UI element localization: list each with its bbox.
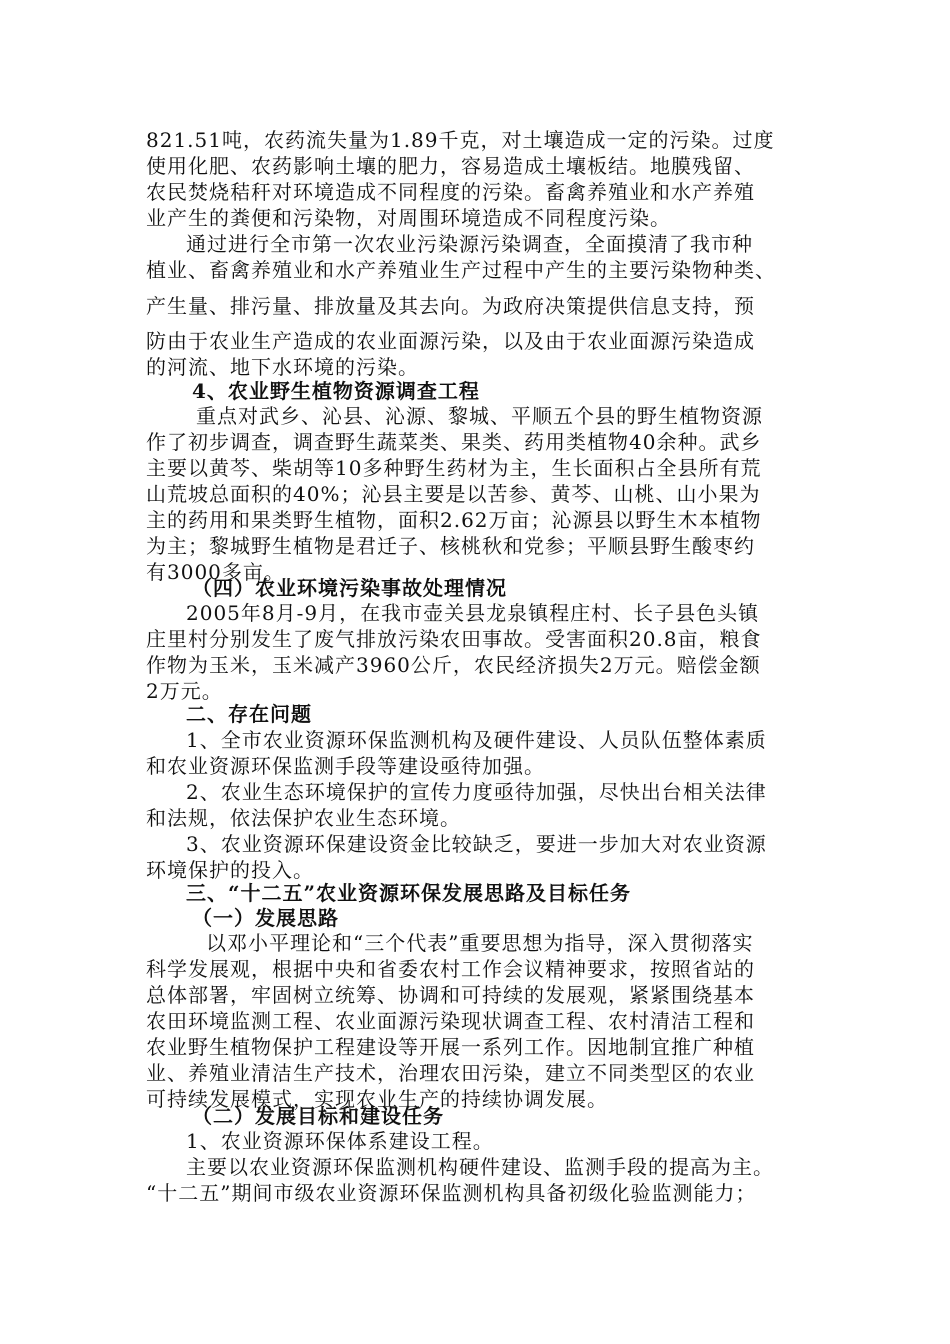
text-line: 产生量、排污量、排放量及其去向。为政府决策提供信息支持，预 (146, 294, 755, 318)
text-line: 农民焚烧秸秆对环境造成不同程度的污染。畜禽养殖业和水产养殖 (146, 180, 755, 204)
section-heading: 三、“十二五”农业资源环保发展思路及目标任务 (186, 881, 632, 905)
text-line: 为主；黎城野生植物是君迁子、核桃秋和党参；平顺县野生酸枣约 (146, 534, 755, 558)
text-line: 2万元。 (146, 679, 223, 703)
text-line: 和农业资源环保监测手段等建设亟待加强。 (146, 754, 545, 778)
text-line: 以邓小平理论和“三个代表”重要思想为指导，深入贯彻落实 (206, 931, 754, 955)
text-line: 主要以黄芩、柴胡等10多种野生药材为主，生长面积占全县所有荒 (146, 456, 762, 480)
section-heading: 二、存在问题 (186, 702, 312, 726)
text-line: 1、农业资源环保体系建设工程。 (186, 1129, 494, 1153)
section-heading: （二）发展目标和建设任务 (192, 1104, 444, 1128)
text-line: 的河流、地下水环境的污染。 (146, 355, 419, 379)
text-line: 农田环境监测工程、农业面源污染现状调查工程、农村清洁工程和 (146, 1009, 755, 1033)
text-line: 2、农业生态环境保护的宣传力度亟待加强，尽快出台相关法律 (186, 780, 767, 804)
text-line: 1、全市农业资源环保监测机构及硬件建设、人员队伍整体素质 (186, 728, 767, 752)
text-line: 总体部署，牢固树立统筹、协调和可持续的发展观，紧紧围绕基本 (146, 983, 755, 1007)
section-heading: （一）发展思路 (192, 906, 339, 930)
text-line: 有3000多亩。 (146, 560, 285, 584)
text-line: 主的药用和果类野生植物，面积2.62万亩；沁源县以野生木本植物 (146, 508, 762, 532)
text-line: 植业、畜禽养殖业和水产养殖业生产过程中产生的主要污染物种类、 (146, 258, 776, 282)
text-line: 业、养殖业清洁生产技术，治理农田污染，建立不同类型区的农业 (146, 1061, 755, 1085)
text-line: 防由于农业生产造成的农业面源污染，以及由于农业面源污染造成 (146, 329, 755, 353)
text-line: “十二五”期间市级农业资源环保监测机构具备初级化验监测能力； (146, 1181, 757, 1205)
text-line: 2005年8月-9月，在我市壶关县龙泉镇程庄村、长子县色头镇 (186, 601, 760, 625)
text-line: 科学发展观，根据中央和省委农村工作会议精神要求，按照省站的 (146, 957, 755, 981)
text-line: 可持续发展模式，实现农业生产的持续协调发展。 (146, 1087, 608, 1111)
text-line: 使用化肥、农药影响土壤的肥力，容易造成土壤板结。地膜残留、 (146, 154, 755, 178)
text-line: 业产生的粪便和污染物，对周围环境造成不同程度污染。 (146, 206, 671, 230)
text-line: 和法规，依法保护农业生态环境。 (146, 806, 461, 830)
text-line: 重点对武乡、沁县、沁源、黎城、平顺五个县的野生植物资源 (196, 404, 763, 428)
text-line: 庄里村分别发生了废气排放污染农田事故。受害面积20.8亩，粮食 (146, 627, 762, 651)
text-line: 环境保护的投入。 (146, 858, 314, 882)
text-line: 主要以农业资源环保监测机构硬件建设、监测手段的提高为主。 (186, 1155, 774, 1179)
section-heading: 4、农业野生植物资源调查工程 (192, 379, 480, 403)
section-heading: （四）农业环境污染事故处理情况 (192, 576, 507, 600)
text-line: 农业野生植物保护工程建设等开展一系列工作。因地制宜推广种植 (146, 1035, 755, 1059)
text-line: 通过进行全市第一次农业污染源污染调查，全面摸清了我市种 (186, 232, 753, 256)
text-line: 作物为玉米，玉米减产3960公斤，农民经济损失2万元。赔偿金额 (146, 653, 761, 677)
text-line: 山荒坡总面积的40%；沁县主要是以苦参、黄芩、山桃、山小果为 (146, 482, 761, 506)
text-line: 821.51吨，农药流失量为1.89千克，对土壤造成一定的污染。过度 (146, 128, 775, 152)
text-line: 作了初步调查，调查野生蔬菜类、果类、药用类植物40余种。武乡 (146, 430, 762, 454)
text-line: 3、农业资源环保建设资金比较缺乏，要进一步加大对农业资源 (186, 832, 767, 856)
